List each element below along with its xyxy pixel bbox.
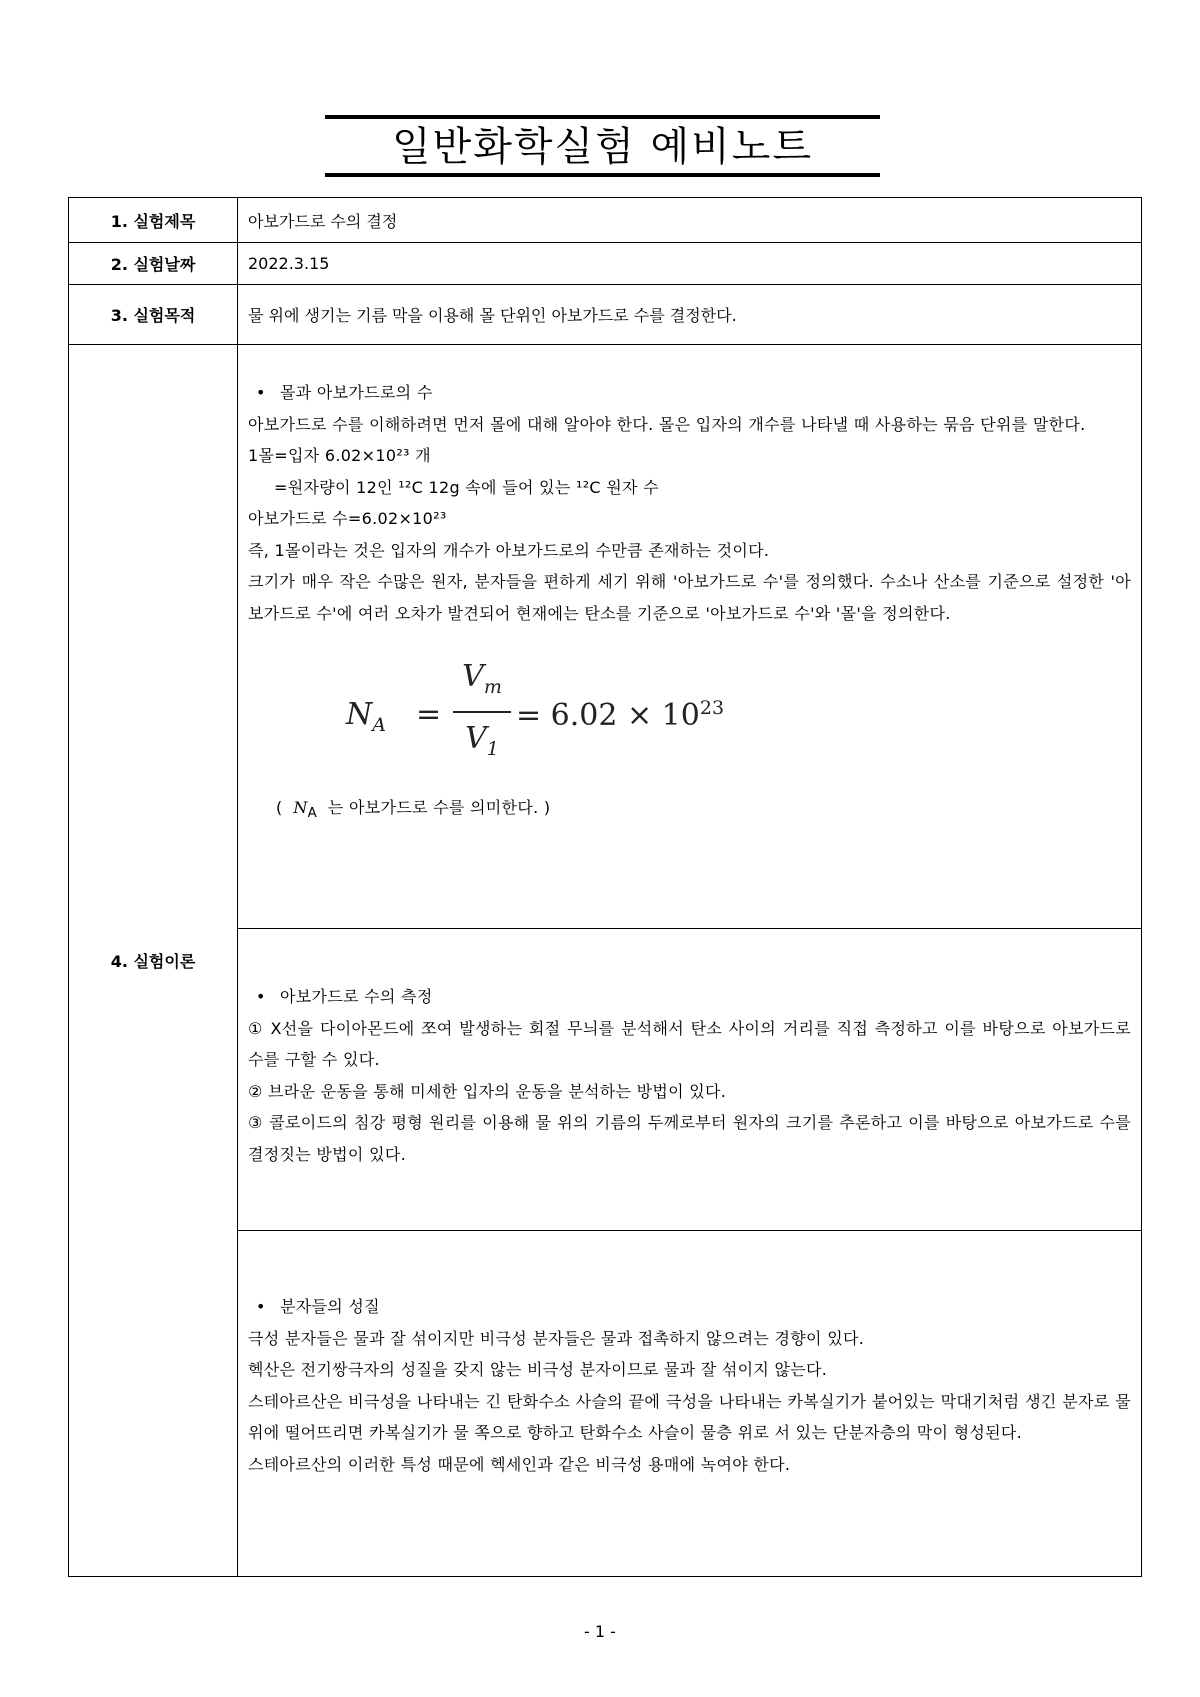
bullet-icon: • <box>256 1297 266 1316</box>
row-theory-mole <box>69 345 1142 929</box>
paragraph: 헥산은 전기쌍극자의 성질을 갖지 않는 비극성 분자이므로 물과 잘 섞이지 않는다. <box>248 1360 828 1379</box>
row-experiment-date <box>69 243 1142 285</box>
theory-section-molecules <box>238 1231 1142 1577</box>
section-heading <box>248 981 1131 1013</box>
paragraph: 크기가 매우 작은 수많은 원자, 분자들을 편하게 세기 위해 '아보가드로 수'를 정의했다. 수소나 산소를 기준으로 설정한 '아보가드로 수'에 여러 오차가 발견되어 현재에는 탄소를 기준으로 '아보가드로 수'와 '몰'을 정의한다. <box>248 572 1131 623</box>
formula-numerator: $V_m$ <box>462 659 502 698</box>
bullet-icon: • <box>256 383 266 402</box>
value-experiment-title: 아보가드로 수의 결정 <box>238 198 1142 243</box>
label-experiment-theory: 4. 실험이론 <box>69 345 238 1577</box>
prep-note-table <box>68 197 1142 1577</box>
paragraph: 아보가드로 수를 이해하려면 먼저 몰에 대해 알아야 한다. 몰은 입자의 개수를 나타낼 때 사용하는 묶음 단위를 말한다. <box>248 414 1086 434</box>
heading-mole-avogadro: 몰과 아보가드로의 수 <box>280 383 433 402</box>
avogadro-formula <box>248 659 1131 784</box>
page-number: - 1 - <box>584 1622 616 1641</box>
formula-fraction <box>453 659 511 760</box>
paragraph: ① X선을 다이아몬드에 쪼여 발생하는 회절 무늬를 분석해서 탄소 사이의 거리를 직접 측정하고 이를 바탕으로 아보가드로 수를 구할 수 있다. <box>248 1018 1131 1069</box>
paragraph: 아보가드로 수=6.02×10²³ <box>248 509 447 528</box>
theory-section-measurement <box>238 929 1142 1231</box>
label-experiment-date: 2. 실험날짜 <box>69 243 238 285</box>
formula-denominator: $V_1$ <box>465 721 499 760</box>
row-experiment-purpose <box>69 285 1142 345</box>
label-experiment-purpose: 3. 실험목적 <box>69 285 238 345</box>
heading-molecule-properties: 분자들의 성질 <box>280 1297 380 1316</box>
paragraph: 극성 분자들은 물과 잘 섞이지만 비극성 분자들은 물과 접촉하지 않으려는 경향이 있다. <box>248 1328 865 1348</box>
section-heading <box>248 377 1131 409</box>
page-title: 일반화학실험 예비노트 <box>391 124 814 170</box>
fraction-bar <box>453 711 511 713</box>
paragraph: ② 브라운 운동을 통해 미세한 입자의 운동을 분석하는 방법이 있다. <box>248 1081 727 1101</box>
paragraph: 1몰=입자 6.02×10²³ 개 <box>248 446 431 465</box>
section-heading <box>248 1291 1131 1323</box>
paragraph: =원자량이 12인 ¹²C 12g 속에 들어 있는 ¹²C 원자 수 <box>274 477 659 497</box>
label-experiment-title: 1. 실험제목 <box>69 198 238 243</box>
value-experiment-date: 2022.3.15 <box>238 243 1142 285</box>
formula-rhs: = $6.02 \times 10^{23}$ <box>516 697 725 733</box>
formula-equals: = <box>416 697 442 732</box>
theory-section-mole <box>238 345 1142 929</box>
formula-lhs: $N_A$ <box>346 697 386 736</box>
heading-avogadro-measurement: 아보가드로 수의 측정 <box>280 987 433 1006</box>
paragraph: 스테아르산의 이러한 특성 때문에 헥세인과 같은 비극성 용매에 녹여야 한다. <box>248 1454 791 1474</box>
value-experiment-purpose: 물 위에 생기는 기름 막을 이용해 몰 단위인 아보가드로 수를 결정한다. <box>238 285 1142 345</box>
title-block <box>325 115 880 177</box>
paragraph: ③ 콜로이드의 침강 평형 원리를 이용해 물 위의 기름의 두께로부터 원자의 크기를 추론하고 이를 바탕으로 아보가드로 수를 결정짓는 방법이 있다. <box>248 1113 1131 1164</box>
title-bottom-rule <box>325 173 880 177</box>
title-top-rule <box>325 115 880 119</box>
paragraph: 즉, 1몰이라는 것은 입자의 개수가 아보가드로의 수만큼 존재하는 것이다. <box>248 540 770 560</box>
bullet-icon: • <box>256 987 266 1006</box>
row-experiment-title <box>69 198 1142 243</box>
formula-note: ( $N_A$ 는 아보가드로 수를 의미한다. ) <box>276 798 551 822</box>
paragraph: 스테아르산은 비극성을 나타내는 긴 탄화수소 사슬의 끝에 극성을 나타내는 카복실기가 붙어있는 막대기처럼 생긴 분자로 물 위에 떨어뜨리면 카복실기가 물 쪽으로 향하고 탄화수소 사슬이 물층 위로 서 있는 단분자층의 막이 형성된다. <box>248 1391 1131 1442</box>
